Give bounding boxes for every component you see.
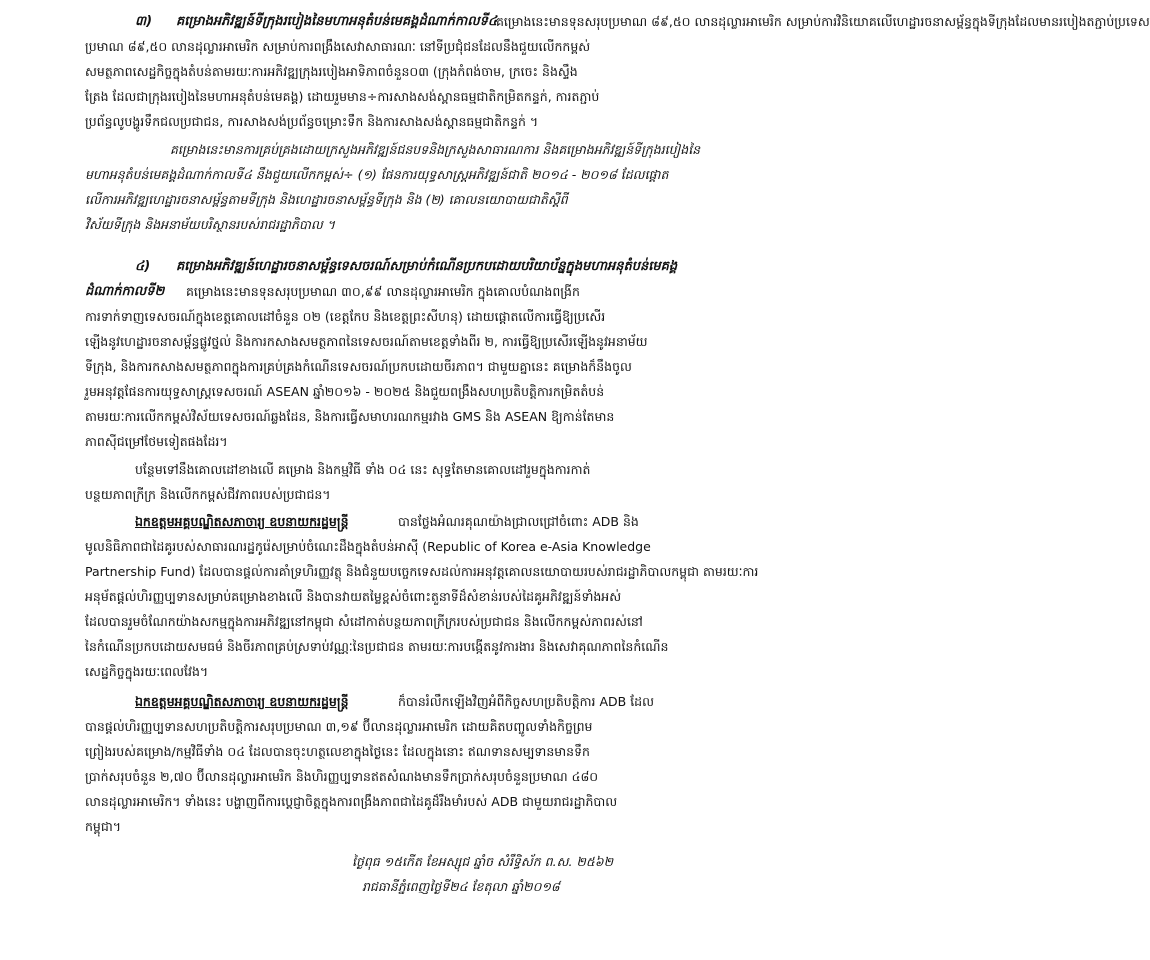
date-lunar: ថ្ងៃពុធ ១៥កើត ខែអស្សុជ ឆ្នាំច សំរឹទ្ធិស័ក ព.ស. ២៥៦២ — [352, 854, 614, 869]
section-4-line-5: រួមអនុវត្តផែនការយុទ្ធសាស្ត្រទេសចរណ៍ ASEAN ឆ្នាំ២០១៦ - ២០២៥ និងជួយពង្រឹងសហប្រតិបត្តិការកម្រិតតំបន់ — [85, 384, 605, 399]
pm2-line-4: ប្រាក់សរុបចំនួន ២,៧០ ប៊ីលានដុល្លារអាមេរិក និងហិរញ្ញប្បទានឥតសំណងមានទឹកប្រាក់សរុបចំនួនប្រមាណ ៤៨០ — [85, 769, 599, 784]
pm1-line-2: មូលនិធិភាពជាដៃគូរបស់សាធារណរដ្ឋកូរ៉េសម្រាប់ចំណេះដឹងក្នុងតំបន់អាស៊ី (Republic of Korea e-Asia Knowledge — [85, 539, 651, 554]
section-4-line-1: គម្រោងនេះមានទុនសរុបប្រមាណ ៣០,៩៩ លានដុល្លារអាមេរិក ក្នុងគោលបំណងពង្រីក — [186, 284, 580, 299]
section-3-title: គម្រោងអភិវឌ្ឍន៍ទីក្រុងរបៀងនៃមហាអនុតំបន់មេគង្គដំណាក់កាលទី៤ — [176, 14, 498, 29]
pm2-line-5: លានដុល្លារអាមេរិក។ ទាំងនេះ បង្ហាញពីការប្តេជ្ញាចិត្តក្នុងការពង្រឹងភាពជាដៃគូដ៏រឹងមាំរបស់ ADB ជាមួយរាជរដ្ឋាភិបាល — [85, 794, 618, 809]
section-4-line-4: ទីក្រុង, និងការកសាងសមត្ថភាពក្នុងការគ្រប់គ្រងកំណើនទេសចរណ៍ប្រកបដោយចីរភាព។ ជាមួយគ្នានេះ គម្រោងក៏នឹងចូល — [85, 359, 632, 374]
pm2-line-3: ព្រៀងរបស់គម្រោង/កម្មវិធីទាំង ០៤ ដែលបានចុះហត្ថលេខាក្នុងថ្ងៃនេះ ដែលក្នុងនោះ ឥណទានសម្បទានមានទឹក — [85, 744, 590, 759]
pm1-line-3: Partnership Fund) ដែលបានផ្តល់ការគាំទ្រហិរញ្ញវត្ថុ និងជំនួយបច្ចេកទេសដល់ការអនុវត្តគោលនយោបាយរបស់រាជរដ្ឋាភិបាលកម្ពុជា តាមរយៈការ — [85, 564, 759, 579]
summary-line-2: បន្ថយភាពក្រីក្រ និងលើកកម្ពស់ជីវភាពរបស់ប្រជាជន។ — [85, 487, 331, 502]
section-3-note-line-2: មហាអនុតំបន់មេគង្គដំណាក់កាលទី៤ នឹងជួយលើកកម្ពស់÷ (១) ផែនការយុទ្ធសាស្ត្រអភិវឌ្ឍន៍ជាតិ ២០១៤ - ២០១៨ ដែលផ្តោត — [85, 167, 669, 182]
section-4-number: ៤) — [135, 259, 151, 274]
pm1-line-1: បានថ្លែងអំណរគុណយ៉ាងជ្រាលជ្រៅចំពោះ ADB និង — [398, 514, 639, 529]
pm1-line-4: អនុម័តផ្តល់ហិរញ្ញប្បទានសម្រាប់គម្រោងខាងលើ និងបានវាយតម្លៃខ្ពស់ចំពោះតួនាទីដ៏សំខាន់របស់ដៃគូអភិវឌ្ឍន៍ទាំងអស់ — [85, 589, 622, 604]
section-4-line-2: ការទាក់ទាញទេសចរណ៍ក្នុងខេត្តគោលដៅចំនួន ០២ (ខេត្តកែប និងខេត្តព្រះសីហនុ) ដោយផ្តោតលើការធ្វើឱ្យប្រសើរ — [85, 309, 606, 324]
section-3-line-4: ត្រែង ដែលជាក្រុងរបៀងនៃមហាអនុតំបន់មេគង្គ) ដោយរួមមាន÷ការសាងសង់ស្ពានធម្មជាតិកម្រិតកន្ទក់, ការតភ្ជាប់ — [85, 89, 600, 104]
section-3-number: ៣) — [135, 14, 153, 29]
pm2-line-6: កម្ពុជា។ — [85, 819, 122, 834]
pm-lead-2: ឯកឧត្តមអគ្គបណ្ឌិតសភាចារ្យ ឧបនាយករដ្ឋមន្ត្រី — [135, 694, 349, 709]
pm1-line-5: ដែលបានរួមចំណែកយ៉ាងសកម្មក្នុងការអភិវឌ្ឍនៅកម្ពុជា សំដៅកាត់បន្ថយភាពក្រីក្ររបស់ប្រជាជន និងលើកកម្ពស់ភាពរស់នៅ — [85, 614, 643, 629]
section-3-line-5: ប្រព័ន្ធលូបង្ហូរទឹកជលប្រជាជន, ការសាងសង់ប្រព័ន្ធចម្រោះទឹក និងការសាងសង់ស្ពានធម្មជាតិកន្ទក់ ។ — [85, 114, 539, 129]
section-3-note-line-1: គម្រោងនេះមានការគ្រប់គ្រងដោយក្រសួងអភិវឌ្ឍន៍ជនបទនិងក្រសួងសាធារណការ និងគម្រោងអភិវឌ្ឍន៍ទីក្រុងរបៀងនៃ — [170, 142, 701, 157]
section-4-line-7: ភាពស៊ីជម្រៅថែមទៀតផងដែរ។ — [85, 434, 228, 449]
section-4-title-part2: ដំណាក់កាលទី២ — [85, 284, 165, 299]
section-4-title-part1: គម្រោងអភិវឌ្ឍន៍ហេដ្ឋារចនាសម្ព័ន្ធទេសចរណ៍សម្រាប់កំណើនប្រកបដោយបរិយាប័ន្នក្នុងមហាអនុតំបន់មេគង្គ — [176, 259, 678, 274]
pm1-line-7: សេដ្ឋកិច្ចក្នុងរយៈពេលវែង។ — [85, 664, 209, 679]
section-3-line-3: សមត្ថភាពសេដ្ឋកិច្ចក្នុងតំបន់តាមរយៈការអភិវឌ្ឍក្រុងរបៀងអាទិភាពចំនួន០៣ (ក្រុងកំពង់ចាម, ក្រចេះ និងស្ទឹង — [85, 64, 578, 79]
summary-line-1: បន្ថែមទៅនឹងគោលដៅខាងលើ គម្រោង និងកម្មវិធី ទាំង ០៤ នេះ សុទ្ធតែមានគោលដៅរួមក្នុងការកាត់ — [135, 462, 591, 477]
section-4-line-6: តាមរយៈការលើកកម្ពស់វិស័យទេសចរណ៍ឆ្លងដែន, និងការធ្វើសមាហរណកម្មរវាង GMS និង ASEAN ឱ្យកាន់តែមាន — [85, 409, 615, 424]
pm-lead-1: ឯកឧត្តមអគ្គបណ្ឌិតសភាចារ្យ ឧបនាយករដ្ឋមន្ត្រី — [135, 514, 349, 529]
pm1-line-6: នៃកំណើនប្រកបដោយសមធម៌ និងចីរភាពគ្រប់ស្រទាប់វណ្ណៈនៃប្រជាជន តាមរយៈការបង្កើតនូវការងារ និងសេវាគុណភាពនៃកំណើន — [85, 639, 669, 654]
section-3-note-line-3: លើការអភិវឌ្ឍហេដ្ឋារចនាសម្ព័ន្ធតាមទីក្រុង និងហេដ្ឋារចនាសម្ព័ន្ធទីក្រុង និង (២) គោលនយោបាយជាតិស្តីពី — [85, 192, 568, 207]
date-solar: រាជធានីភ្នំពេញថ្ងៃទី២៤ ខែតុលា ឆ្នាំ២០១៨ — [362, 879, 560, 894]
pm2-line-2: បានផ្តល់ហិរញ្ញប្បទានសហប្រតិបត្តិការសរុបប្រមាណ ៣,១៩ ប៊ីលានដុល្លារអាមេរិក ដោយគិតបញ្ចូលទាំងកិច្ចព្រម — [85, 719, 593, 734]
section-3-note-line-4: វិស័យទីក្រុង និងអនាម័យបរិស្ថានរបស់រាជរដ្ឋាភិបាល ។ — [85, 217, 336, 232]
section-3-line-2: ប្រមាណ ៨៩,៥០ លានដុល្លារអាមេរិក សម្រាប់ការពង្រឹងសេវាសាធារណៈ នៅទីប្រជុំជនដែលនឹងជួយលើកកម្ពស់ — [85, 39, 591, 54]
section-4-line-3: ឡើងនូវហេដ្ឋារចនាសម្ព័ន្ធផ្លូវថ្នល់ និងការកសាងសមត្ថភាពនៃទេសចរណ៍តាមខេត្តទាំងពីរ ២, ការធ្វើឱ្យប្រសើរឡើងនូវអនាម័យ — [85, 334, 648, 349]
pm2-line-1: ក៏បានរំលឹកឡើងវិញអំពីកិច្ចសហប្រតិបត្តិការ ADB ដែល — [398, 694, 655, 709]
section-3-line-1: គម្រោងនេះមានទុនសរុបប្រមាណ ៨៩,៥០ លានដុល្លារអាមេរិក សម្រាប់ការវិនិយោគលើហេដ្ឋារចនាសម្ព័ន្ធក្នុងទីក្រុងដែលមានរបៀងតភ្ជាប់ប្រទេស — [496, 14, 1150, 29]
